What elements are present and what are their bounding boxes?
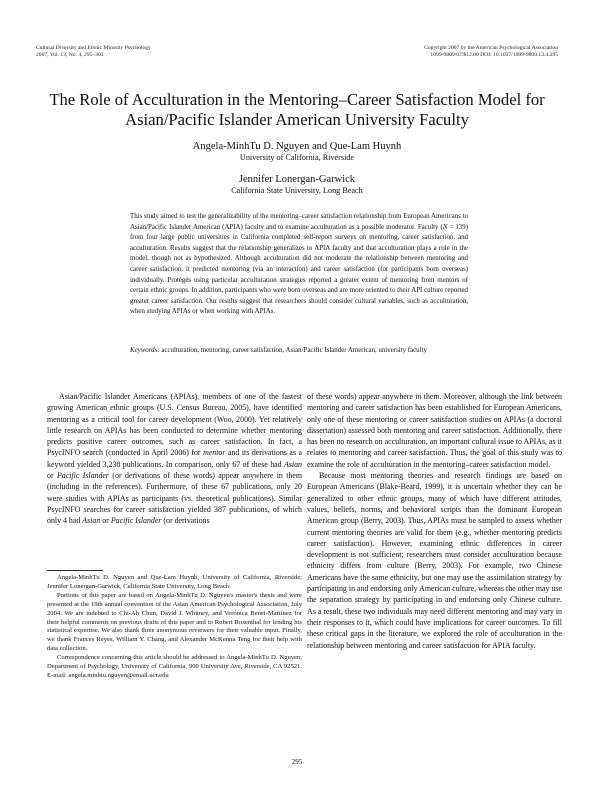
author-names: Angela-MinhTu D. Nguyen and Que-Lam Huynh	[192, 141, 402, 152]
volume-info: 2007, Vol. 13, No. 4, 295–303	[36, 52, 104, 58]
footnote-divider	[47, 570, 103, 571]
body-column-left	[47, 391, 302, 527]
issn-doi: 1099-9809/07/$12.00 DOI: 10.1037/1099-9809.13.4.295	[430, 52, 558, 58]
author-note: Angela-MinhTu D. Nguyen and Que-Lam Huynh, University of California, Riverside; Jennifer Lonergan-Garwick, California State University, Long Beach.	[47, 574, 302, 590]
body-italic-term: Pacific Islander	[110, 516, 162, 526]
author-group-1	[0, 141, 594, 163]
page-number: 295	[291, 758, 303, 766]
body-paragraph: Because most mentoring theories and research findings are based on European Americans (Blake-Beard, 1999), it is uncertain whether they can be generalized to other ethnic groups, many of which have different attitudes, values, beliefs, norms, and behavioral scripts than the dominant European American group (Berry, 2003). Thus, APIAs must be sampled to assess whether current mentoring theories are valid for them (e.g., whether mentoring predicts career satisfaction). However, examining ethnic differences in career development is not sufficient; researchers must consider acculturation because ethnicity differs from culture (Berry, 2003). For example, two Chinese Americans have the same ethnicity, but one may use the assimilation strategy by participating in and endorsing only American culture, whereas the other may use the separation strategy by participating in and endorsing only Chinese culture. As a result, these two individuals may need different mentoring and may vary in their responses to it, which could have implications for career outcomes. To fill these critical gaps in the literature, we explored the role of acculturation in the relationship between mentoring and career satisfaction for APIA faculty.	[307, 471, 562, 650]
footnotes	[47, 574, 302, 681]
acknowledgment-note: Portions of this paper are based on Angela-MinhTu D. Nguyen's master's thesis and were presented at the 19th annual convention of the Asian American Psychological Association, July 2004. We are indebted to Chi-Ah Chun, David J. Whitney, and Verónica Benet-Martínez for their helpful comments on previous drafts of this paper and to Robert Rosenthal for lending his statistical expertise. We also thank three anonymous reviewers for their valuable input. Finally, we thank Frances Reyes, William Y. Chang, and Alexander McKenna Teng for their help with data collection.	[47, 591, 302, 653]
running-header-right	[424, 45, 558, 59]
body-text: (or derivations of these words) appear anywhere in them (including in the references). Furthermore, of these 67 publications, only 20 were studies with APIAs as participants (vs. theoretical publications). Similar PsycINFO searches for career satisfaction yielded 387 publications, of which only 4 had	[47, 471, 303, 526]
body-italic-term: Asian	[82, 516, 101, 526]
keywords	[130, 346, 468, 356]
title-line-1: The Role of Acculturation in the Mentoring–Career Satisfaction Model for	[49, 90, 545, 109]
author-affiliation: University of California, Riverside	[239, 153, 355, 162]
body-paragraph	[47, 391, 302, 527]
abstract-text-1: This study aimed to test the generalizability of the mentoring–career satisfaction relationship from European Americans to Asian/Pacific Islander American (APIA) faculty and to examine acculturation as a possible moderator. Faculty (	[130, 213, 468, 231]
abstract-n-variable: N	[442, 223, 448, 231]
correspondence-note: Correspondence concerning this article should be addressed to Angela-MinhTu D. Nguyen, Department of Psychology, University of California, 900 University Ave, Riverside, CA 92521. E-mail: angela.minhtu.nguyen@email.ucr.edu	[47, 654, 302, 679]
body-italic-term: Pacific Islander	[56, 471, 109, 481]
copyright-line: Copyright 2007 by the American Psychological Association	[424, 45, 558, 51]
abstract	[130, 212, 468, 318]
body-text: (or derivations	[161, 516, 210, 526]
body-italic-term: Asian	[284, 459, 302, 469]
body-text: Asian/Pacific Islander Americans (APIAs), members of one of the fastest growing American ethnic groups (U.S. Census Bureau, 2005), have identified mentoring as a critical tool for career development (Woo, 2000). Yet relatively little research on APIAs has been conducted to determine whether mentoring predicts positive career outcomes, such as career satisfaction. In fact, a PsycINFO search (conducted in April 2006) for	[47, 392, 302, 458]
author-affiliation: California State University, Long Beach	[231, 186, 363, 195]
body-italic-term: mentor	[203, 448, 226, 458]
keywords-label: Keywords:	[130, 347, 160, 354]
keywords-text: acculturation, mentoring, career satisfaction, Asian/Pacific Islander American, university faculty	[159, 347, 427, 354]
title-line-2: Asian/Pacific Islander American University Faculty	[125, 109, 469, 129]
body-paragraph: of these words) appear anywhere in them. Moreover, although the link between mentoring and career satisfaction has been established for European Americans, only one of these mentoring or career satisfaction studies on APIAs (a doctoral dissertation) assessed both mentoring and career satisfaction. Additionally, there has been no research on acculturation, an important cultural issue to APIAs, as it relates to mentoring and career satisfaction. Thus, the goal of this study was to examine the role of acculturation in the mentoring–career satisfaction model.	[307, 392, 562, 469]
body-text: or	[100, 516, 111, 526]
author-group-2	[0, 174, 594, 196]
abstract-text-2: = 139) from four large public universities in California completed self-report surveys on mentoring, career satisfaction, and acculturation. Results suggest that the relationship generalizes to APIA faculty and that acculturation plays a role in the model, though not as hypothesized. Although acculturation did not moderate the relationship between mentoring and career satisfaction, it predicted mentoring (via an interaction) and career satisfaction (for participants born overseas) individually. Protégés using particular acculturation strategies reported a greater extent of mentoring from mentors of certain ethnic groups. In addition, participants who were born overseas and are more oriented to their API culture reported greater career satisfaction. Our results suggest that researchers should consider cultural variables, such as acculturation, when studying APIAs or when working with APIAs.	[130, 223, 468, 316]
paper-title	[40, 90, 554, 129]
running-header-left	[36, 45, 151, 59]
journal-name: Cultural Diversity and Ethnic Minority Psychology	[36, 45, 151, 51]
body-column-right	[307, 391, 562, 651]
author-names: Jennifer Lonergan-Garwick	[238, 174, 356, 185]
body-text: and its derivations as a keyword yielded 3,238 publications. In comparison, only 67 of these had	[47, 448, 302, 469]
body-text: or	[47, 471, 57, 481]
